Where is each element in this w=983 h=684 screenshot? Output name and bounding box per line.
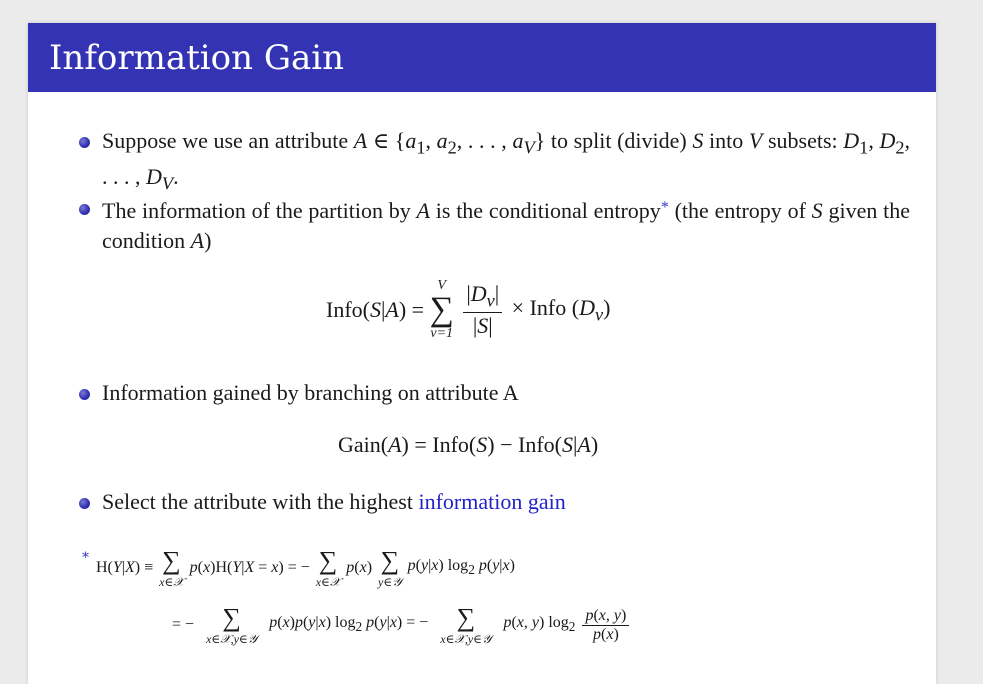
footnote-line-2: = − ∑ x∈𝒳,y∈𝒴 p(x)p(y|x) $\log_2 p(y|x)$ = − ∑ x∈𝒳,y∈𝒴 p(x, y) $\log_2$ $\frac{p(x, y)}{p(x)}$ bbox=[172, 605, 632, 645]
gain-equation: Gain(A) = Info(S) − Info(S|A) bbox=[338, 432, 599, 457]
bullet-icon bbox=[79, 204, 90, 215]
bullet-1-text: Suppose we use an attribute A ∈ {$a_1$, $a_2$, . . . , $a_V$} to split (divide) S into V subsets: $D_1$, $D_2$, . . . , $D_V$. bbox=[102, 128, 911, 194]
bullet-icon bbox=[79, 498, 90, 509]
bullet-icon bbox=[79, 137, 90, 148]
footnote-star: * bbox=[82, 550, 89, 566]
bullet-icon bbox=[79, 389, 90, 400]
bullet-4-text bbox=[102, 487, 910, 517]
slide bbox=[28, 23, 936, 684]
bullet-4-label: Select the attribute with the highest bbox=[102, 489, 413, 514]
slide-title: Information Gain bbox=[49, 38, 345, 78]
bullet-3-text: Information gained by branching on attribute A bbox=[102, 380, 519, 405]
bullet-2-text: The information of the partition by A is the conditional entropy* (the entropy of S given the condition A) bbox=[102, 198, 910, 253]
information-gain-link[interactable]: information gain bbox=[418, 489, 566, 514]
footnote-line-1: H(Y|X) ≡ ∑ x∈𝒳 p(x)H(Y|X = x) = − ∑ x∈𝒳 p(x) ∑ y∈𝒴 p(y|x) $\log_2 p(y|x)$ bbox=[96, 546, 515, 589]
info-conditional-equation: Info(S|A) = V ∑ v=1 $\frac{|D_v|}{|S|}$ × Info $(D_v)$ bbox=[326, 278, 611, 341]
title-bar bbox=[28, 23, 936, 92]
footnote-marker: * bbox=[660, 199, 669, 216]
